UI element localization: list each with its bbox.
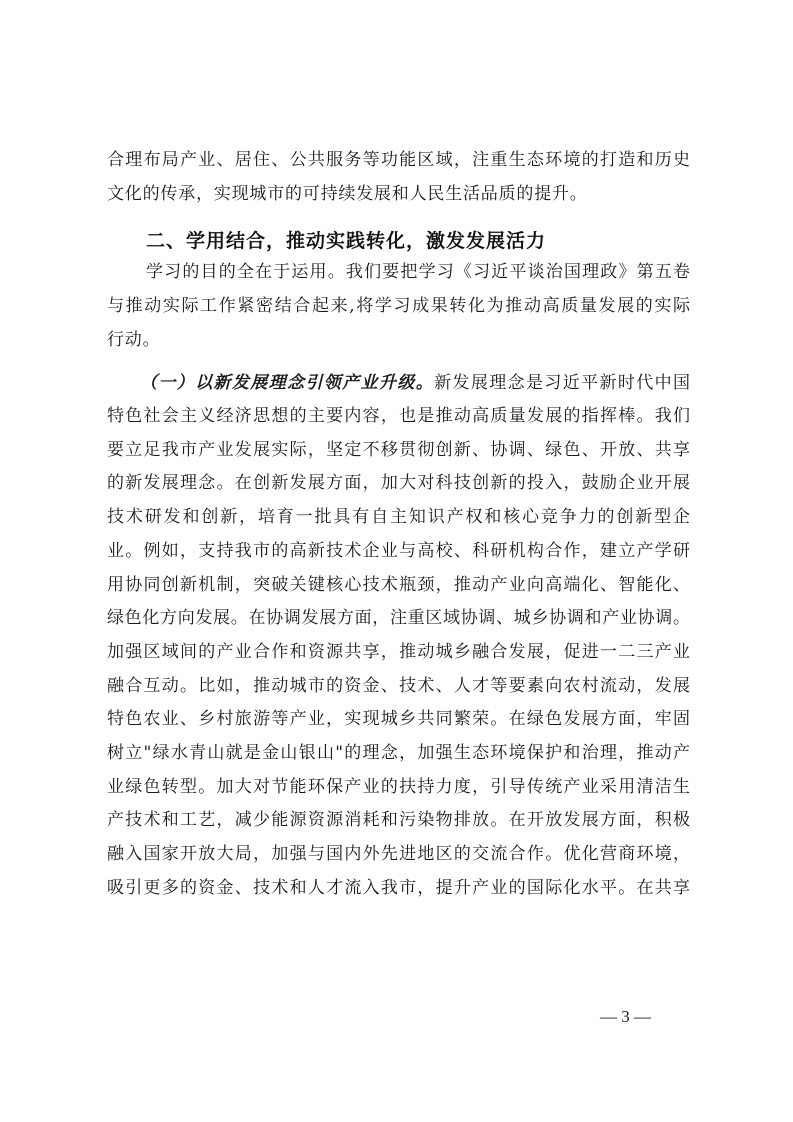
body-text-line: 文化的传承，实现城市的可持续发展和人民生活品质的提升。 (107, 184, 588, 204)
body-text-line: 吸引更多的资金、技术和人才流入我市，提升产业的国际化水平。在共享 (107, 877, 690, 898)
body-text-line: 产技术和工艺，减少能源资源消耗和污染物排放。在开放发展方面，积极 (107, 810, 690, 831)
body-text-line: 要立足我市产业发展实际，坚定不移贯彻创新、协调、绿色、开放、共享 (107, 439, 690, 460)
body-text-line: 的新发展理念。在创新发展方面，加大对科技创新的投入，鼓励企业开展 (107, 473, 690, 494)
body-text-line: 学习的目的全在于运用。我们要把学习《习近平谈治国理政》第五卷 (146, 262, 690, 282)
body-text-line: 用协同创新机制，突破关键核心技术瓶颈，推动产业向高端化、智能化、 (107, 574, 690, 595)
body-text-line: 与推动实际工作紧密结合起来,将学习成果转化为推动高质量发展的实际 (107, 296, 690, 316)
body-text-line: 融入国家开放大局，加强与国内外先进地区的交流合作。优化营商环境， (107, 844, 690, 865)
body-text-line: 业。例如，支持我市的高新技术企业与高校、科研机构合作，建立产学研 (107, 540, 690, 561)
body-text-line: 绿色化方向发展。在协调发展方面，注重区域协调、城乡协调和产业协调。 (107, 608, 690, 629)
page-number: — 3 — (600, 1007, 651, 1026)
body-text-line: 特色社会主义经济思想的主要内容，也是推动高质量发展的指挥棒。我们 (107, 406, 690, 426)
body-text-line: 技术研发和创新，培育一批具有自主知识产权和核心竞争力的创新型企 (107, 507, 690, 528)
body-text-line: 特色农业、乡村旅游等产业，实现城乡共同繁荣。在绿色发展方面，牢固 (107, 709, 690, 730)
subsection-first-line (140, 367, 690, 399)
section-heading: 二、学用结合，推动实践转化，激发发展活力 (146, 230, 547, 252)
body-text-line: 融合互动。比如，推动城市的资金、技术、人才等要素向农村流动，发展 (107, 675, 690, 696)
body-text: 新发展理念是习近平新时代中国 (434, 373, 691, 393)
body-text-line: 合理布局产业、居住、公共服务等功能区域，注重生态环境的打造和历史 (107, 150, 690, 170)
subsection-title: （一）以新发展理念引领产业升级。 (140, 373, 435, 393)
body-text-line: 树立"绿水青山就是金山银山"的理念，加强生态环境保护和治理，推动产 (107, 743, 690, 763)
body-text-line: 行动。 (107, 330, 161, 350)
body-text-line: 业绿色转型。加大对节能环保产业的扶持力度，引导传统产业采用清洁生 (107, 776, 690, 797)
body-text-line: 加强区域间的产业合作和资源共享，推动城乡融合发展，促进一二三产业 (107, 641, 690, 662)
